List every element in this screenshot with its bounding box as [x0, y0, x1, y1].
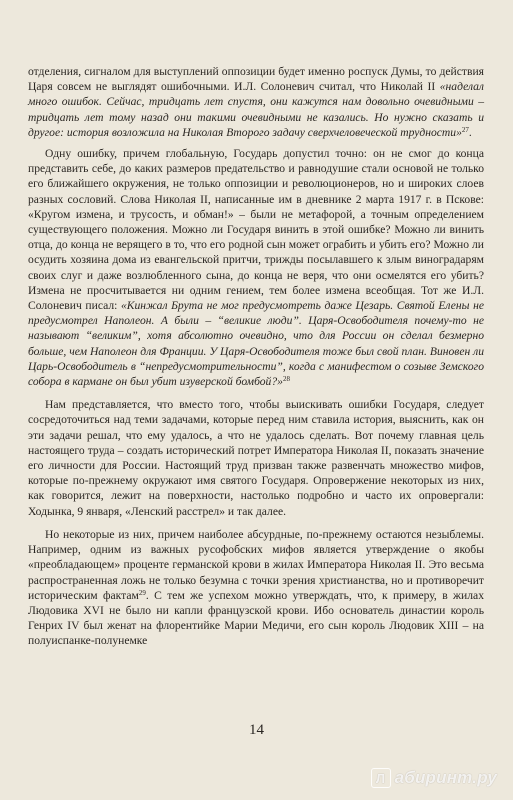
quote-solonevich-2: «Кинжал Брута не мог предусмотреть даже Цезарь. Святой Елены не предусмотрел Наполеон. А были – “великие люди”. Царя-Освободителя почему-то не называют “великим”, хотя абсолютно очевидно, что для России он сделал безмерно больше, чем Наполеон для Франции. У Царя-Освободителя тоже был свой план. Виновен ли Царь-Освободитель в “непредусмотрительности”, когда с манифестом о созыве Земского собора в кармане он был убит изуверской бомбой?»: [28, 299, 484, 389]
paragraph-3-text: Нам представляется, что вместо того, чтобы выискивать ошибки Государя, следует сосредоточиться над теми задачами, которые перед ним ставила история, выяснить, как он эти задачи решал, что ему удалось, а что не удалось сделать. Вот почему главная цель настоящего труда – создать исторический потрет Императора Николая II, показать значение его личности для России. Настоящий труд призван также развенчать множество мифов, которые по-прежнему окружают имя святого Государя. Опровержение некоторых из них, как говорится, лежит на поверхности, настолько подробно и часто их опровергали: Ходынка, 9 января, «Ленский расстрел» и так далее.: [28, 398, 484, 518]
body-text: [28, 64, 484, 649]
quote-solonevich-1: «наделал много ошибок. Сейчас, тридцать лет спустя, они кажутся нам довольно очевидными – тридцать лет тому назад они такими очевидными не казались. Но нужно сказать и другое: история возложила на Николая Второго задачу сверхчеловеческой трудности»: [28, 80, 484, 139]
paragraph-4-end: . С тем же успехом можно утверждать, что, к примеру, в жилах Людовика XVI не было ни капли французской крови. Ибо основатель династии король Генрих IV был женат на флорентийке Марии Медичи, его сын король Людовик XIII – на полуиспанке-полунемке: [28, 588, 484, 648]
paragraph-1-text: отделения, сигналом для выступлений оппозиции будет именно роспуск Думы, то действия Царя совсем не выглядят ошибочными. И.Л. Солоневич считал, что Николай II: [28, 65, 484, 94]
footnote-ref-29: 29: [138, 588, 146, 597]
paragraph-2-text: Одну ошибку, причем глобальную, Государь допустил точно: он не смог до конца представить себе, до каких размеров предательство и равнодушие стали основой не только его ближайшего окружения, не только оппозиции и революционеров, но и широких слоев разных сословий. Слова Николая II, написанные им в дневнике 2 марта 1917 г. в Пскове: «Кругом измена, и трусость, и обман!» – были не метафорой, а точным определением существующего положения. Можно ли Государя винить в этой ошибке? Можно ли винить отца, до конца не верящего в то, что его родной сын может ограбить и убить его? Можно ли осудить хозяина дома из евангельской притчи, трижды посылавшего к злым виноградарям своих слуг и даже возлюбленного сына, до конца не веря, что они осмелятся его убить? Измена не просчитывается ни одним гением, тем более измена всеобщая. Тот же И.Л. Солоневич писал:: [28, 147, 484, 313]
paragraph-1: [28, 64, 484, 140]
labirint-logo-icon: Л: [371, 768, 391, 788]
watermark-text: абиринт.ру: [394, 768, 497, 787]
page-number: 14: [249, 722, 264, 738]
paragraph-3: [28, 397, 484, 519]
paragraph-1-end: .: [468, 125, 472, 139]
footnote-ref-28: 28: [282, 375, 290, 384]
paragraph-4: [28, 527, 484, 649]
watermark: [371, 768, 497, 788]
paragraph-2: [28, 146, 484, 389]
footnote-ref-27: 27: [461, 125, 469, 134]
paragraph-4-text: Но некоторые из них, причем наиболее абсурдные, по-прежнему остаются незыблемы. Например, одним из важных русофобских мифов является утверждение о якобы «преобладающем» проценте германской крови в жилах Императора Николая II. Это весьма распространенная ложь не только безумна с точки зрения христианства, но и противоречит историческим фактам: [28, 527, 484, 602]
